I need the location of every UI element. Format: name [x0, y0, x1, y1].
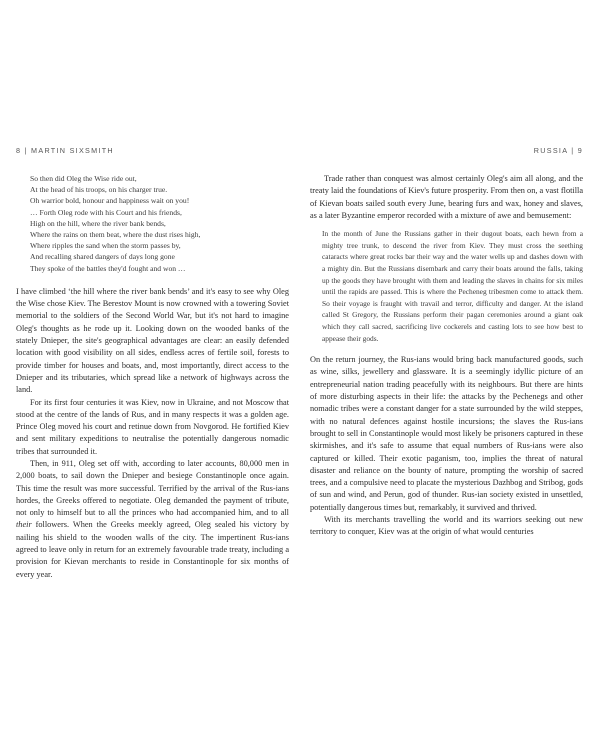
text-run: Then, in 911, Oleg set off with, according to later accounts, 80,000 men in 2,000 boats, to sail down the Dnieper and besiege Constantinople once again. This time the result was more successful. Terrified by the arrival of the Rus-ians hordes, the Greeks offered to negotiate. Oleg demanded the payment of tribute, not only to himself but to all the princes who had accompanied him, and to all	[16, 458, 289, 518]
right-running-header: RUSSIA | 9	[533, 146, 583, 155]
poem-line: Oh warrior bold, honour and happiness wait on you!	[30, 196, 190, 206]
left-running-header: 8 | MARTIN SIXSMITH	[16, 146, 114, 155]
block-quote: In the month of June the Russians gather in their dugout boats, each hewn from a mighty tree trunk, to descend the river from Kiev. They must cross the seething cataracts where great rocks bar their way and the water wells up and dashes down with a mighty din. But the Russians disembark and carry their boats around the falls, taking up the goods they have brought with them and leading the slaves in chains for six miles until the rapids are passed. This is where the Pecheneg tribesmen come to attack them. So their voyage is fraught with travail and terror, difficulty and danger. At the island called St Gregory, the Russians perform their pagan ceremonies around a giant oak which they call sacred, sacrificing live cockerels and casting lots to see how best to appease their gods.	[322, 229, 583, 343]
poem-line: High on the hill, where the river bank bends,	[30, 218, 166, 228]
body-paragraph: Trade rather than conquest was almost certainly Oleg's aim all along, and the treaty laid the foundations of Kiev's future prosperity. From then on, a vast flotilla of Kievan boats sailed south every June, bearing furs and wax, honey and slaves, as a later Byzantine emperor recorded with a mixture of awe and bemusement:	[310, 174, 583, 220]
poem-line: And recalling shared dangers of days long gone	[30, 252, 175, 262]
body-paragraph: I have climbed ‘the hill where the river bank bends’ and it's easy to see why Oleg the Wise chose Kiev. The Berestov Mount is now crowned with a towering Soviet memorial to the soldiers of the Second World War, but it's not hard to imagine Oleg's thoughts as he rode up it. Looking down on the wooded banks of the stately Dnieper, the site's geographical advantages are clear: an easily defended location with good visibility on all sides, endless acres of fertile soil, forests to provide timber for houses and boats, and, most importantly, direct access to the Dnieper and its tributaries, which spread like a network of highways across the land.	[16, 286, 289, 395]
right-page	[310, 146, 583, 539]
body-paragraph: On the return journey, the Rus-ians would bring back manufactured goods, such as wine, silks, jewellery and glassware. It is a seemingly idyllic picture of an entrepreneurial nation trading peacefully with its neighbours. But there are hints of more disturbing aspects in their life: the attacks by the Pechenegs and other nomadic tribes were a constant danger for a state surrounded by the wild steppes, with no natural defences against hostile incursions; the slaves the Rus-ians brought to sell in Constantinople would most likely be prisoners captured in these skirmishes, and it's safe to assume that equal numbers of Rus-ians were also captured or killed. Their exotic paganism, too, implies the threat of natural disaster and reliance on the bounty of nature, prompting the worship of sacred trees, and a compulsive need to placate the mysterious Dazhbog and Stribog, gods of sun and wind, and Perun, god of thunder. Rus-ian society existed in unsettled, potentially dangerous times but, remarkably, it survived and thrived.	[310, 355, 583, 512]
body-paragraph	[16, 458, 289, 581]
poem-excerpt	[30, 173, 289, 274]
text-run: followers. When the Greeks meekly agreed, Oleg sealed his victory by nailing his shield to the wooden walls of the city. The impertinent Rus-ians agreed to leave only in return for an extremely favourable trade treaty, including a provision for Kievan merchants to reside in Constantinople for six months of every year.	[16, 520, 289, 579]
poem-line: At the head of his troops, on his charger true.	[30, 185, 168, 195]
body-paragraph: With its merchants travelling the world and its warriors seeking out new territory to conquer, Kiev was at the origin of what would centuries	[310, 514, 583, 537]
left-page	[16, 146, 289, 581]
poem-line: They spoke of the battles they'd fought and won …	[30, 263, 186, 273]
poem-line: So then did Oleg the Wise ride out,	[30, 174, 137, 183]
poem-line: … Forth Oleg rode with his Court and his friends,	[30, 207, 182, 217]
poem-line: Where ripples the sand when the storm passes by,	[30, 241, 181, 251]
body-paragraph: For its first four centuries it was Kiev, now in Ukraine, and not Moscow that stood at the centre of the lands of Rus, and in many respects it was a golden age. Prince Oleg moved his court and retinue down from Novgorod. He fortified Kiev and sent military expeditions to neutralise the potentially dangerous nomadic tribes that surrounded it.	[16, 397, 289, 456]
poem-line: Where the rains on them beat, where the dust rises high,	[30, 230, 201, 240]
emphasis-text: their	[16, 520, 32, 530]
